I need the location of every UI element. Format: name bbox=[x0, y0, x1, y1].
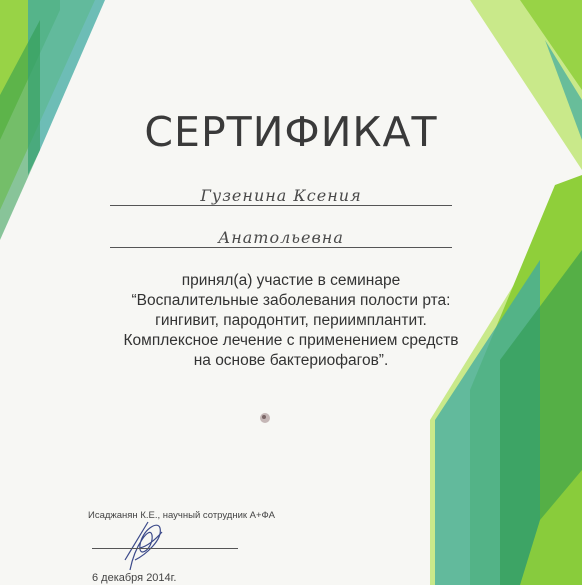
body-line: гингивит, пародонтит, периимплантит. bbox=[155, 312, 427, 329]
body-line: принял(а) участие в семинаре bbox=[181, 272, 401, 289]
name-underline-2 bbox=[110, 247, 452, 248]
body-line: Комплексное лечение с применением средств bbox=[123, 332, 459, 349]
certificate-date: 6 декабря 2014г. bbox=[92, 572, 177, 584]
certificate-body bbox=[60, 271, 522, 371]
signature-icon bbox=[125, 522, 162, 570]
body-line: “Воспалительные заболевания полости рта: bbox=[131, 292, 451, 309]
recipient-name-first: Гузенина Ксения bbox=[200, 186, 362, 205]
name-underline-1 bbox=[110, 205, 452, 206]
signature-line bbox=[92, 548, 238, 549]
certificate-title: СЕРТИФИКАТ bbox=[144, 108, 438, 156]
body-line: на основе бактериофагов”. bbox=[193, 352, 389, 369]
decor-stripes-bottom-right bbox=[430, 175, 582, 585]
recipient-name-patronymic: Анатольевна bbox=[218, 228, 344, 247]
small-stamp-icon bbox=[260, 413, 270, 423]
signer-caption: Исаджанян К.Е., научный сотрудник А+ФА bbox=[88, 510, 275, 521]
